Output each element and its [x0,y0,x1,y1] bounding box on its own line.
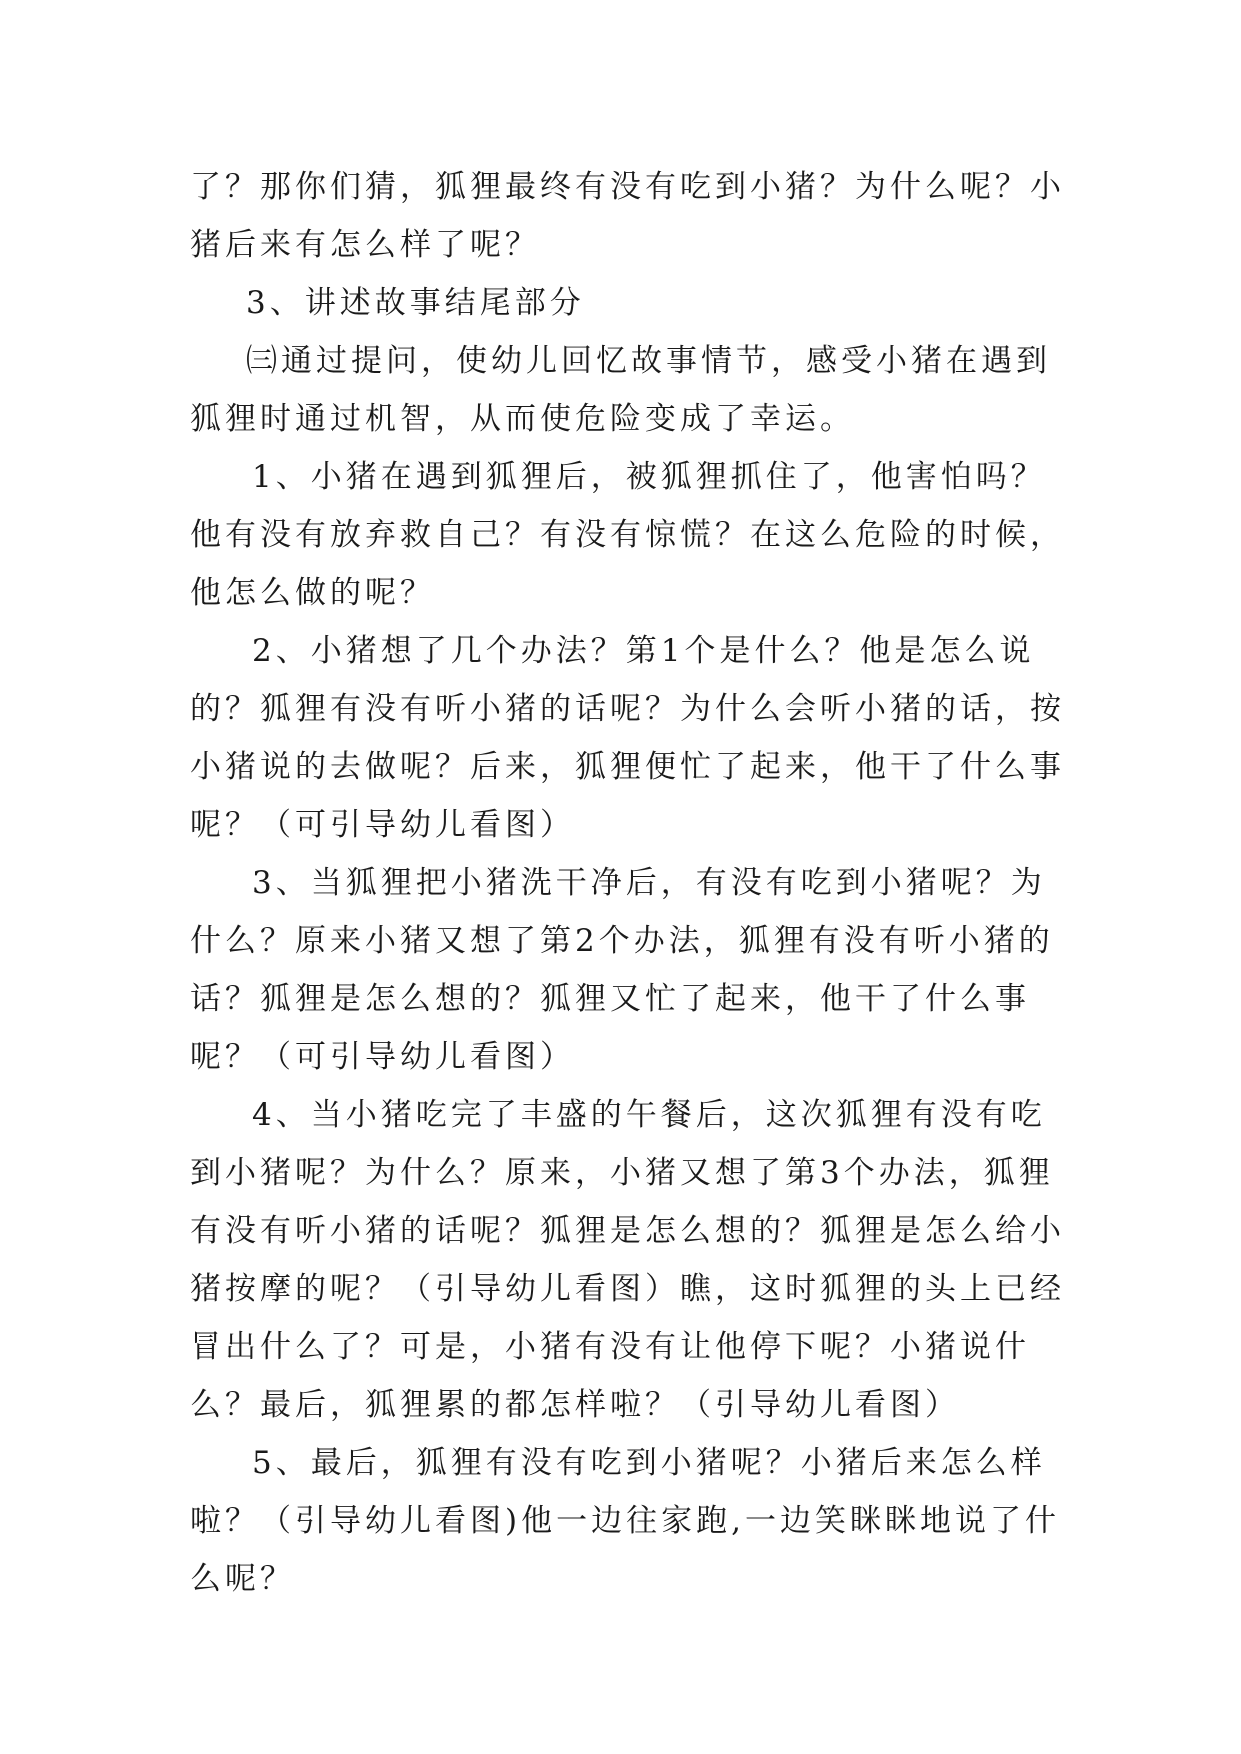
paragraph-2: 3、讲述故事结尾部分 [246,285,585,321]
document-body [190,158,1070,1608]
paragraph-8: 5、最后，狐狸有没有吃到小猪呢？小猪后来怎么样啦？（引导幼儿看图)他一边往家跑,一边笑眯眯地说了什么呢？ [190,1445,1060,1597]
paragraph-1: 了？那你们猜，狐狸最终有没有吃到小猪？为什么呢？小猪后来有怎么样了呢？ [190,169,1065,263]
paragraph-5: 2、小猪想了几个办法？第1个是什么？他是怎么说的？狐狸有没有听小猪的话呢？为什么会听小猪的话，按小猪说的去做呢？后来，狐狸便忙了起来，他干了什么事呢？（可引导幼儿看图） [190,633,1065,843]
paragraph-3: ㈢通过提问，使幼儿回忆故事情节，感受小猪在遇到狐狸时通过机智，从而使危险变成了幸运。 [190,343,1051,437]
paragraph-7: 4、当小猪吃完了丰盛的午餐后，这次狐狸有没有吃到小猪呢？为什么？原来，小猪又想了第3个办法，狐狸有没有听小猪的话呢？狐狸是怎么想的？狐狸是怎么给小猪按摩的呢？（引导幼儿看图）瞧，这时狐狸的头上已经冒出什么了？可是，小猪有没有让他停下呢？小猪说什么？最后，狐狸累的都怎样啦？（引导幼儿看图） [190,1097,1065,1423]
paragraph-4: 1、小猪在遇到狐狸后，被狐狸抓住了，他害怕吗？他有没有放弃救自己？有没有惊慌？在这么危险的时候，他怎么做的呢？ [190,459,1065,611]
paragraph-6: 3、当狐狸把小猪洗干净后，有没有吃到小猪呢？为什么？原来小猪又想了第2个办法，狐狸有没有听小猪的话？狐狸是怎么想的？狐狸又忙了起来，他干了什么事呢？（可引导幼儿看图） [190,865,1054,1075]
